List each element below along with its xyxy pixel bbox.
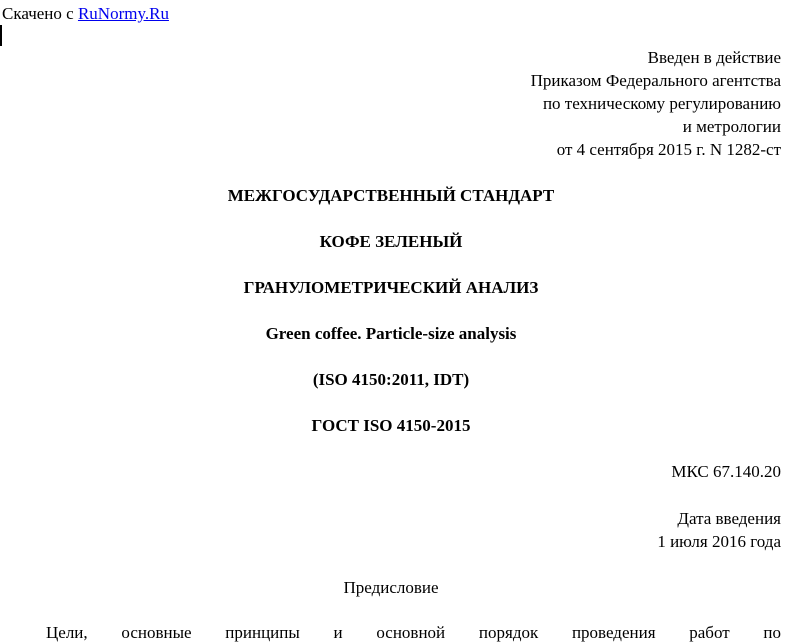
enactment-notice xyxy=(531,46,781,161)
english-title: Green coffee. Particle-size analysis xyxy=(265,324,517,343)
enactment-line: от 4 сентября 2015 г. N 1282-ст xyxy=(556,140,781,159)
preface-paragraph-first-line: Цели, основные принципы и основной порядок проведения работ по xyxy=(46,623,781,642)
title-heading-line1: КОФЕ ЗЕЛЕНЫЙ xyxy=(319,232,463,251)
enactment-line: Введен в действие xyxy=(647,48,781,67)
effective-date-label: Дата введения xyxy=(677,509,781,528)
effective-date-value: 1 июля 2016 года xyxy=(657,532,781,551)
iso-reference: (ISO 4150:2011, IDT) xyxy=(312,370,470,389)
enactment-line: Приказом Федерального агентства xyxy=(530,71,781,90)
source-prefix: Скачено с xyxy=(2,4,78,23)
source-notice xyxy=(2,2,169,25)
text-cursor xyxy=(0,25,2,46)
source-link[interactable]: RuNormy.Ru xyxy=(77,4,169,23)
enactment-line: и метрологии xyxy=(682,117,781,136)
standard-type-heading: МЕЖГОСУДАРСТВЕННЫЙ СТАНДАРТ xyxy=(227,186,555,205)
title-heading-line2: ГРАНУЛОМЕТРИЧЕСКИЙ АНАЛИЗ xyxy=(243,278,539,297)
mks-code: МКС 67.140.20 xyxy=(671,462,781,481)
standard-number: ГОСТ ISO 4150-2015 xyxy=(311,416,471,435)
preface-title: Предисловие xyxy=(343,578,439,597)
enactment-line: по техническому регулированию xyxy=(542,94,781,113)
